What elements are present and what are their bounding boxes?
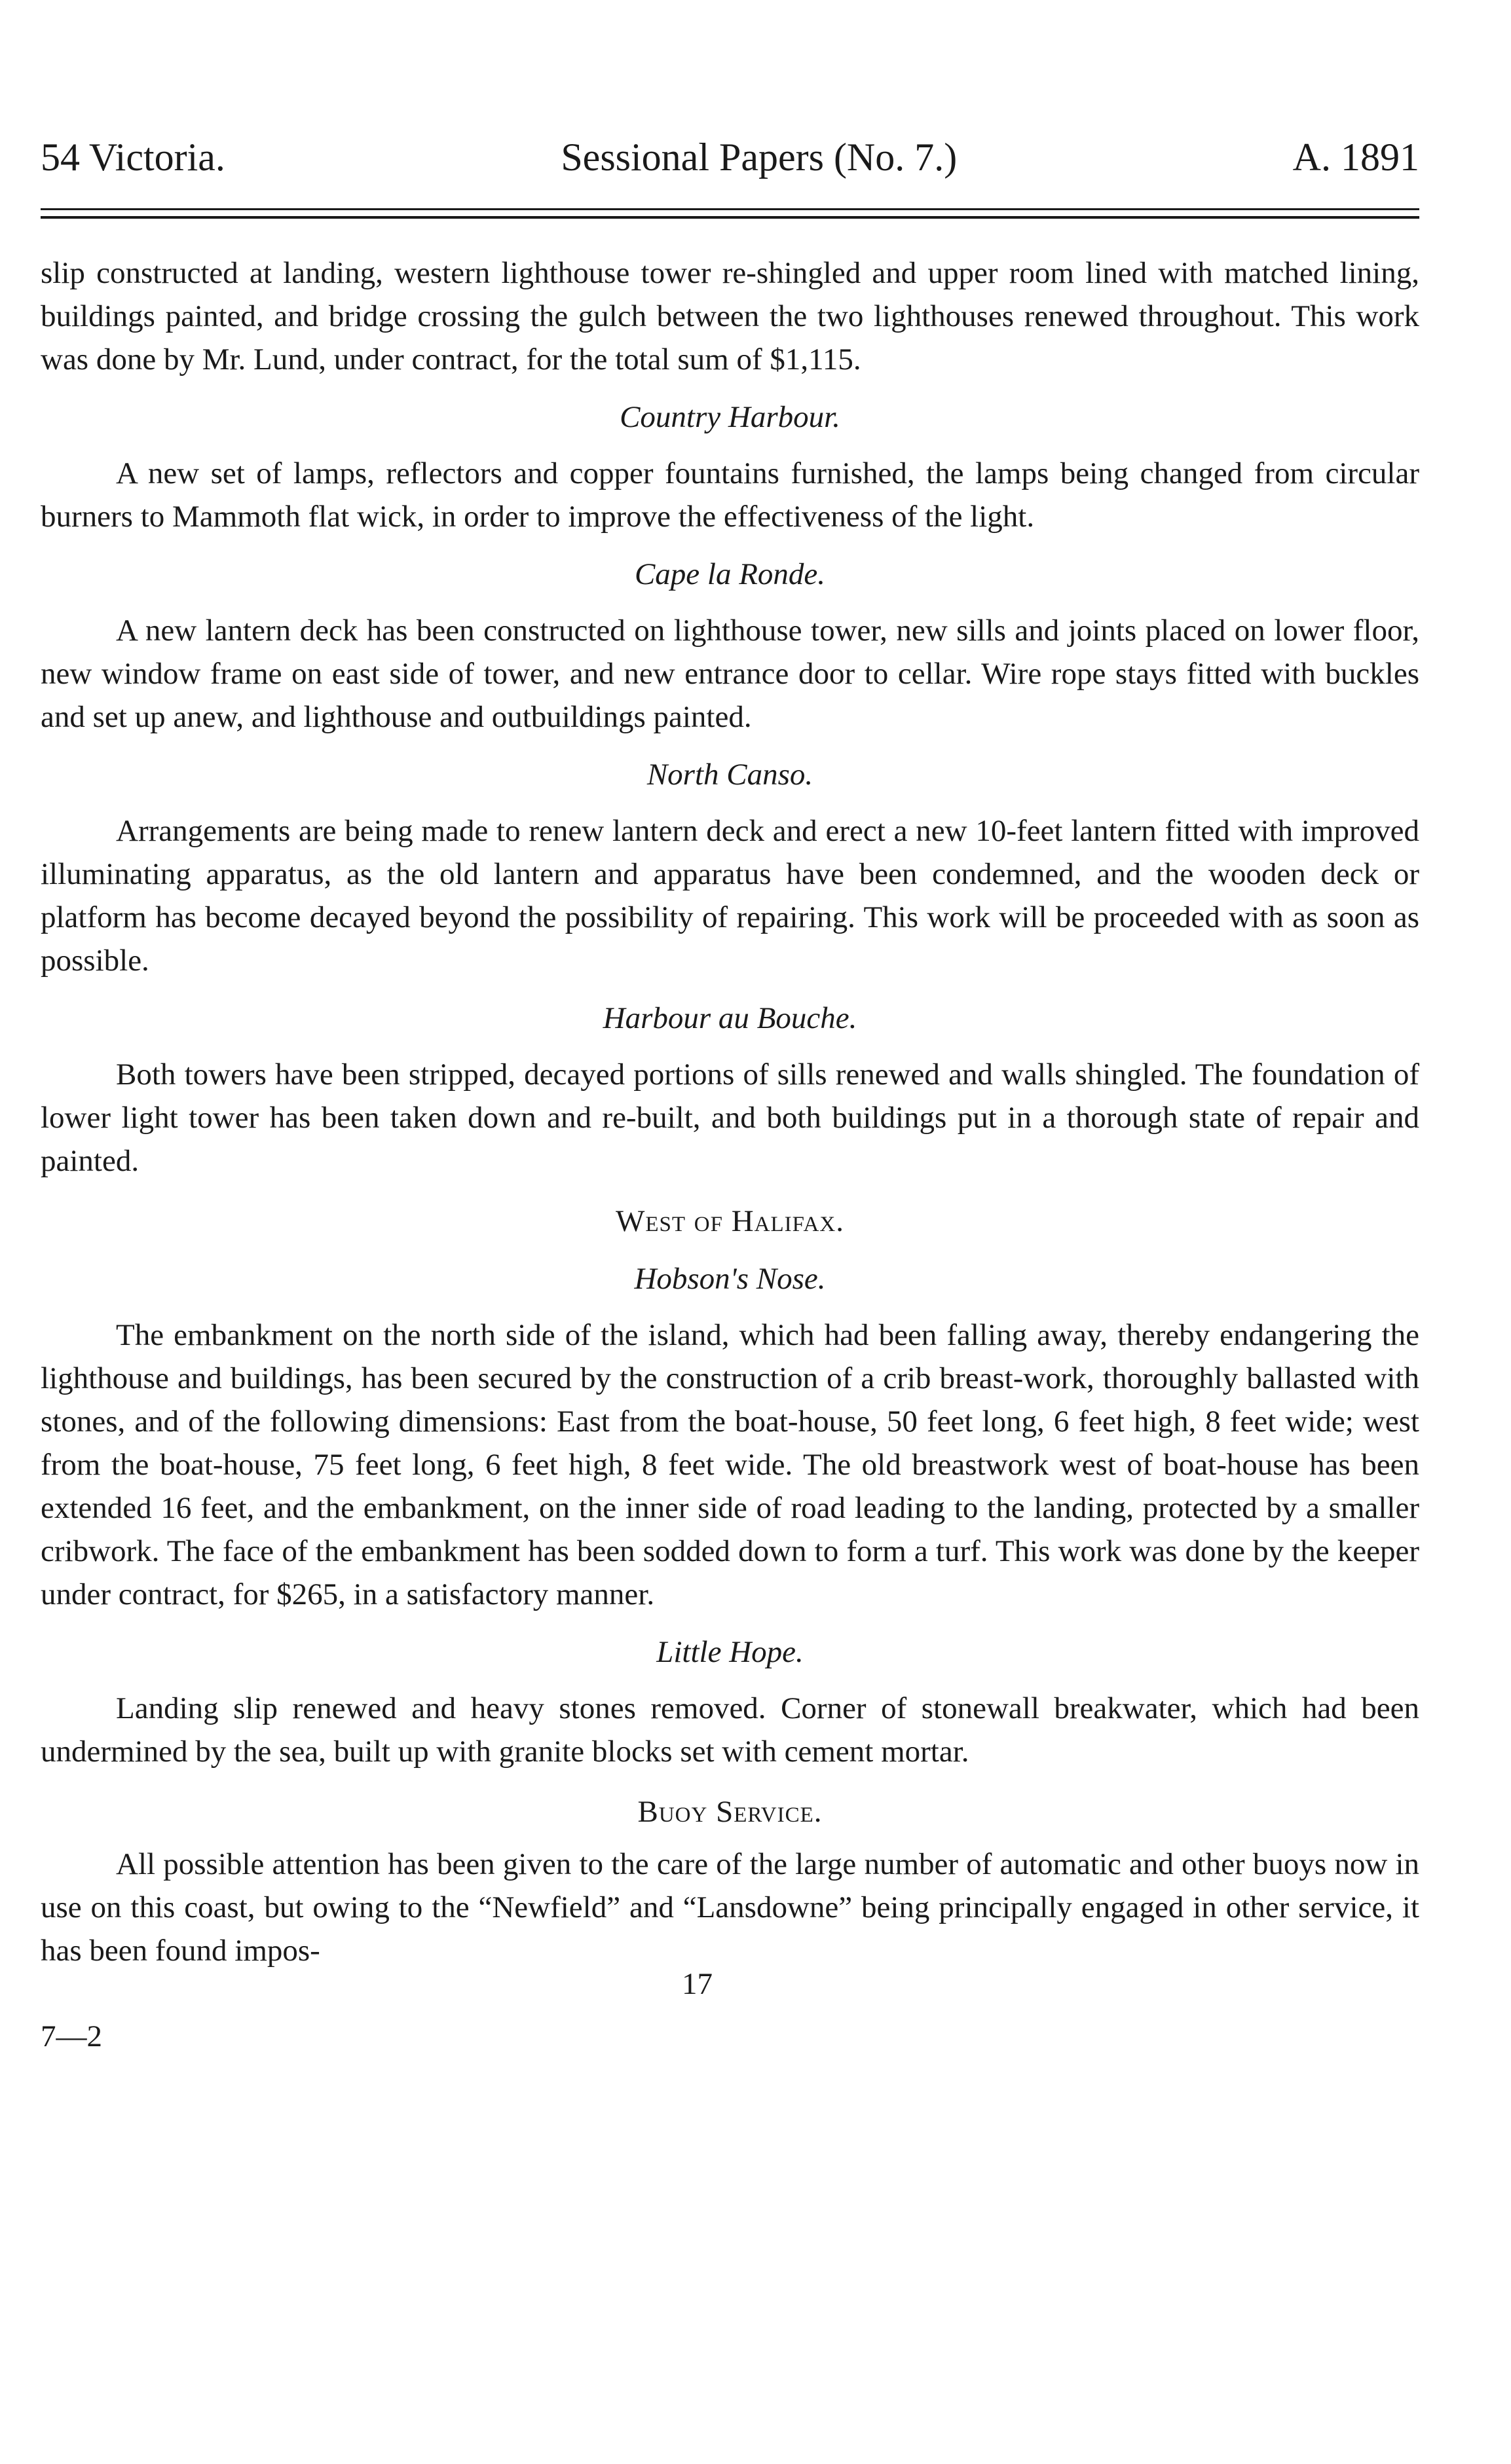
document-body [41, 251, 1419, 1972]
running-header [41, 131, 1419, 183]
signature-mark: 7—2 [41, 2019, 102, 2053]
paragraph: slip constructed at landing, western lighthouse tower re-shingled and upper room lined with matched lining, buildings painted, and bridge crossing the gulch between the two lighthouses renewed throughout. This work was done by Mr. Lund, under contract, for the total sum of $1,115. [41, 256, 1419, 377]
header-double-rule [41, 208, 1419, 219]
header-rule-top [41, 208, 1419, 210]
section-heading: Country Harbour. [620, 400, 840, 434]
division-heading: West of Halifax. [616, 1204, 844, 1238]
section-heading: Cape la Ronde. [634, 557, 826, 591]
paragraph: A new lantern deck has been constructed on lighthouse tower, new sills and joints placed on lower floor, new window frame on east side of tower, and new entrance door to cellar. Wire rope stays fitted with buckles and set up anew, and lighthouse and outbuildings painted. [41, 614, 1419, 734]
paragraph: Arrangements are being made to renew lantern deck and erect a new 10-feet lantern fitted with improved illuminating apparatus, as the old lantern and apparatus have been condemned, and the wooden deck or platform has become decayed beyond the possibility of repairing. This work will be proceeded with as soon as possible. [41, 814, 1419, 978]
header-volume: 54 Victoria. [41, 136, 225, 179]
section-heading: Little Hope. [656, 1635, 804, 1669]
paragraph: The embankment on the north side of the island, which had been falling away, thereby endangering the lighthouse and buildings, has been secured by the construction of a crib breast-work, thoroughly ballasted with stones, and of the following dimensions: East from the boat-house, 50 feet long, 6 feet high, 8 feet wide; west from the boat-house, 75 feet long, 6 feet high, 8 feet wide. The old breastwork west of boat-house has been extended 16 feet, and the embankment, on the inner side of road leading to the landing, protected by a smaller cribwork. The face of the embankment has been sodded down to form a turf. This work was done by the keeper under contract, for $265, in a satisfactory manner. [41, 1318, 1419, 1611]
header-title: Sessional Papers (No. 7.) [561, 136, 958, 179]
paragraph: All possible attention has been given to the care of the large number of automatic and other buoys now in use on this coast, but owing to the “Newfield” and “Lansdowne” being principally engaged in other service, it has been found impos- [41, 1847, 1419, 1968]
header-rule-bottom [41, 216, 1419, 219]
section-heading: Harbour au Bouche. [603, 1001, 857, 1035]
section-heading: North Canso. [646, 758, 813, 792]
division-heading: Buoy Service. [637, 1795, 823, 1829]
paragraph: Both towers have been stripped, decayed portions of sills renewed and walls shingled. The foundation of lower light tower has been taken down and re-built, and both buildings put in a thorough state of repair and painted. [41, 1057, 1419, 1178]
header-year: A. 1891 [1292, 136, 1419, 179]
paragraph: Landing slip renewed and heavy stones removed. Corner of stonewall breakwater, which had been undermined by the sea, built up with granite blocks set with cement mortar. [41, 1691, 1419, 1769]
section-heading: Hobson's Nose. [634, 1262, 826, 1296]
paragraph: A new set of lamps, reflectors and copper fountains furnished, the lamps being changed from circular burners to Mammoth flat wick, in order to improve the effectiveness of the light. [41, 456, 1419, 534]
page-number: 17 [682, 1967, 713, 2001]
